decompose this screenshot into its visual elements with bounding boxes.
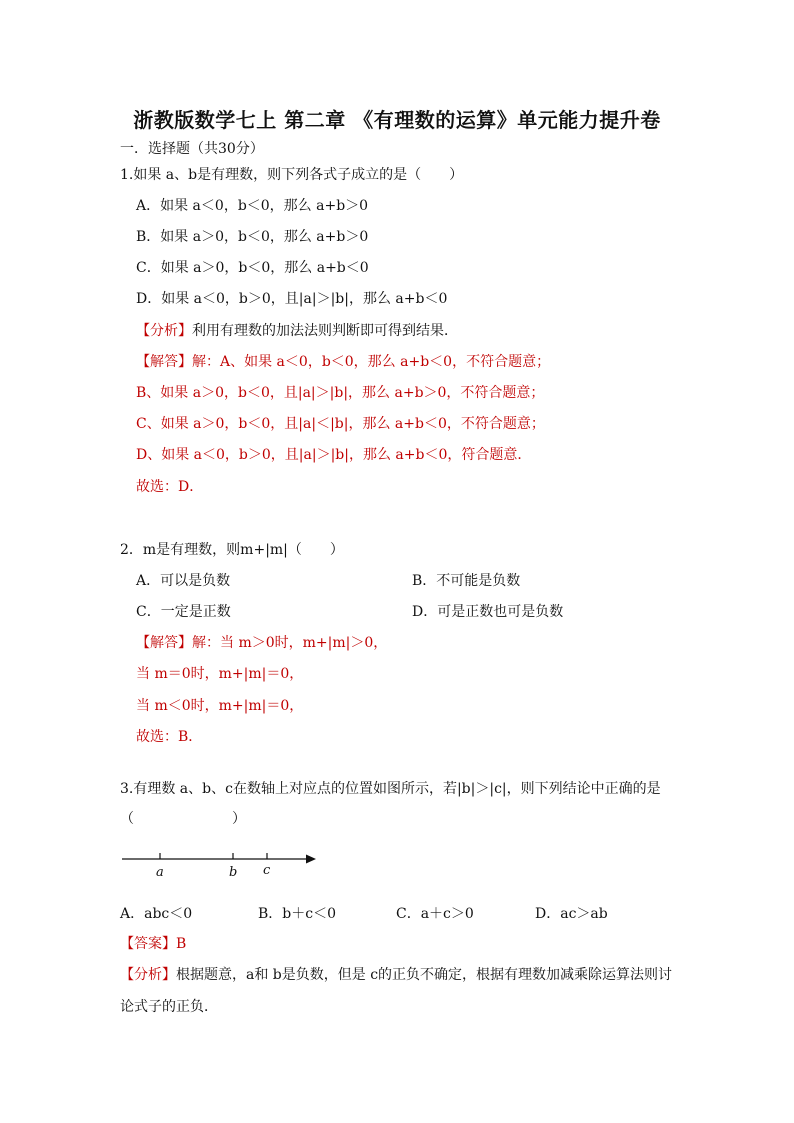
label-b: b	[229, 865, 238, 880]
q3-analysis-line-2: 论式子的正负．	[120, 999, 218, 1015]
q2-answer-line-1	[136, 634, 387, 652]
q3-analysis-tag: 【分析】	[120, 967, 176, 983]
q1-answer-line-4: D、如果 a＜0，b＞0，且|a|＞|b|，那么 a+b＜0，符合题意．	[136, 447, 532, 463]
q3-option-c: C．a＋c＞0	[396, 906, 474, 922]
q1-analysis	[136, 322, 458, 340]
q2-option-c: C．一定是正数	[136, 604, 231, 620]
q3-stem: 3.有理数 a、b、c在数轴上对应点的位置如图所示，若|b|＞|c|，则下列结论中正确的是	[120, 781, 661, 797]
q2-choose: 故选：B．	[136, 729, 203, 745]
q1-analysis-text: 利用有理数的加法法则判断即可得到结果．	[192, 323, 458, 339]
q1-analysis-tag: 【分析】	[136, 323, 192, 339]
q3-paren: （ ）	[120, 811, 246, 827]
q1-answer-line-2: B、如果 a＞0，b＜0，且|a|＞|b|，那么 a+b＞0，不符合题意；	[136, 385, 545, 401]
q1-option-a: A．如果 a＜0，b＜0，那么 a+b＞0	[136, 198, 369, 214]
q3-option-a: A．abc＜0	[120, 906, 193, 922]
q2-answer-line-2: 当 m＝0时，m+|m|＝0，	[136, 666, 304, 682]
q1-option-b: B．如果 a＞0，b＜0，那么 a+b＞0	[136, 229, 369, 245]
q1-answer-tag: 【解答】	[136, 354, 192, 370]
q3-option-d: D．ac＞ab	[535, 906, 608, 922]
q3-option-b: B．b＋c＜0	[258, 906, 336, 922]
q1-stem: 1.如果 a、b是有理数，则下列各式子成立的是（ ）	[120, 167, 464, 183]
label-a: a	[156, 865, 164, 880]
q2-option-a: A．可以是负数	[136, 573, 231, 589]
q2-answer-text: 解：当 m＞0时，m+|m|＞0，	[192, 635, 388, 651]
q1-option-c: C．如果 a＞0，b＜0，那么 a+b＜0	[136, 260, 369, 276]
q2-answer-line-3: 当 m＜0时，m+|m|＝0，	[136, 698, 304, 714]
q3-answer-value: B	[176, 936, 187, 952]
q2-stem: 2．m是有理数，则m+|m|（ ）	[120, 542, 344, 558]
q2-answer-tag: 【解答】	[136, 635, 192, 651]
q1-choose: 故选：D．	[136, 479, 204, 495]
page-title: 浙教版数学七上 第二章 《有理数的运算》单元能力提升卷	[133, 108, 661, 132]
number-line-arrow	[306, 855, 316, 864]
q3-analysis-text: 根据题意，a和 b是负数，但是 c的正负不确定，根据有理数加减乘除运算法则讨	[176, 967, 673, 983]
section-heading: 一．选择题（共30分）	[120, 141, 264, 157]
q1-answer-line-1	[136, 353, 550, 371]
number-line	[118, 846, 324, 880]
q3-answer	[120, 935, 186, 953]
q3-answer-tag: 【答案】	[120, 936, 176, 952]
label-c: c	[263, 863, 271, 878]
q3-analysis-line-1	[120, 966, 672, 984]
q1-answer-text: 解：A、如果 a＜0，b＜0，那么 a+b＜0，不符合题意；	[192, 354, 551, 370]
q2-option-d: D．可是正数也可是负数	[412, 604, 564, 620]
q2-option-b: B．不可能是负数	[412, 573, 521, 589]
q1-option-d: D．如果 a＜0，b＞0，且|a|＞|b|，那么 a+b＜0	[136, 291, 448, 307]
q1-answer-line-3: C、如果 a＞0，b＜0，且|a|＜|b|，那么 a+b＜0，不符合题意；	[136, 416, 545, 432]
